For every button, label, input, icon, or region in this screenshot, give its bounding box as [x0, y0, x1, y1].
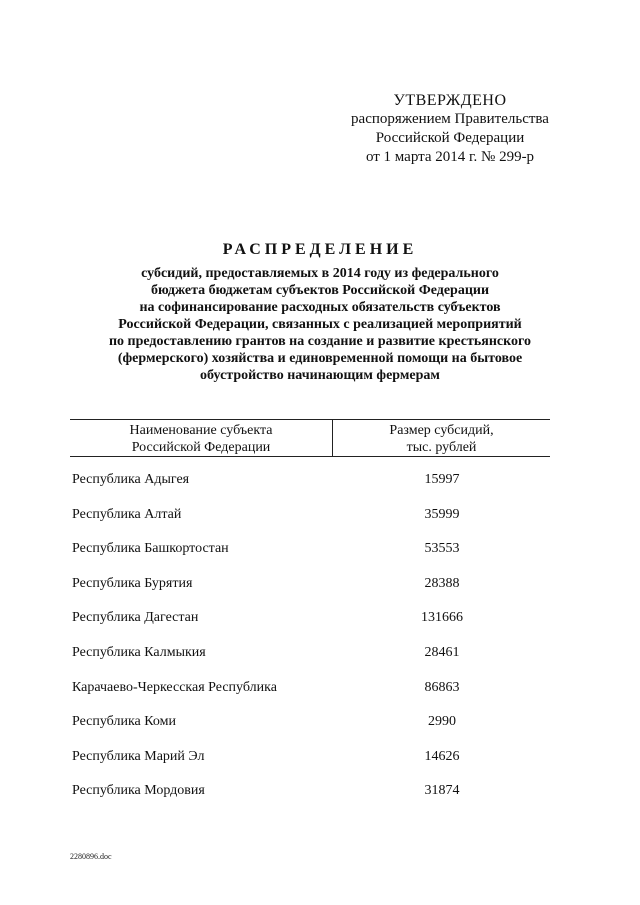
subsidy-amount: 15997 — [424, 472, 460, 487]
column-header-region — [70, 420, 332, 456]
approval-block — [330, 91, 570, 167]
subsidy-amount: 28461 — [424, 644, 460, 660]
subsidy-amount: 28388 — [424, 575, 460, 591]
subsidy-amount: 35999 — [424, 506, 460, 522]
table-row — [72, 610, 552, 645]
approval-line-1: распоряжением Правительства — [351, 111, 549, 127]
subtitle-line: Российской Федерации, связанных с реализацией мероприятий — [118, 317, 522, 332]
column-header-region-line-2: Российской Федерации — [131, 440, 271, 455]
table-row — [72, 749, 552, 784]
subsidy-amount: 2990 — [428, 714, 456, 730]
region-name: Республика Калмыкия — [72, 644, 206, 660]
table-header — [70, 419, 550, 457]
region-name: Республика Коми — [72, 714, 176, 730]
table-row — [72, 714, 552, 749]
column-header-amount-line-1: Размер субсидий, — [389, 423, 494, 438]
approval-title: УТВЕРЖДЕНО — [393, 92, 507, 109]
subtitle-line: бюджета бюджетам субъектов Российской Федерации — [150, 283, 490, 298]
subsidy-amount: 31874 — [424, 783, 460, 799]
table-row — [72, 576, 552, 611]
table-row — [72, 680, 552, 715]
subsidy-amount: 131666 — [421, 610, 463, 626]
subtitle-line: обустройство начинающим фермерам — [200, 368, 440, 383]
table-row — [72, 645, 552, 680]
subtitle-line: по предоставлению грантов на создание и развитие крестьянского — [108, 334, 531, 349]
subtitle-line: (фермерского) хозяйства и единовременной помощи на бытовое — [117, 351, 523, 366]
approval-line-2: Российской Федерации — [375, 130, 525, 146]
table-row — [72, 783, 552, 818]
document-subtitle — [70, 265, 570, 384]
table-row — [72, 472, 552, 507]
region-name: Республика Башкортостан — [72, 541, 229, 557]
approval-line-3: от 1 марта 2014 г. № 299-р — [365, 149, 535, 165]
region-name: Республика Дагестан — [72, 610, 199, 626]
column-header-amount-line-2: тыс. рублей — [406, 440, 477, 455]
subtitle-line: субсидий, предоставляемых в 2014 году из федерального — [141, 266, 499, 281]
region-name: Республика Бурятия — [72, 575, 193, 591]
subsidy-amount: 53553 — [424, 541, 460, 557]
document-heading: РАСПРЕДЕЛЕНИЕ — [222, 241, 418, 258]
region-name: Республика Алтай — [72, 506, 182, 522]
region-name: Республика Адыгея — [72, 472, 190, 487]
column-header-region-line-1: Наименование субъекта — [129, 423, 273, 438]
region-name: Республика Марий Эл — [72, 748, 205, 764]
table-row — [72, 541, 552, 576]
subtitle-line: на софинансирование расходных обязательств субъектов — [139, 300, 501, 315]
table-row — [72, 507, 552, 542]
region-name: Республика Мордовия — [72, 783, 205, 799]
table-body — [72, 472, 552, 818]
file-reference: 2280896.doc — [70, 852, 112, 861]
subsidy-amount: 86863 — [424, 679, 460, 695]
region-name: Карачаево-Черкесская Республика — [72, 679, 277, 695]
column-header-amount — [333, 420, 550, 456]
subsidy-amount: 14626 — [424, 748, 460, 764]
